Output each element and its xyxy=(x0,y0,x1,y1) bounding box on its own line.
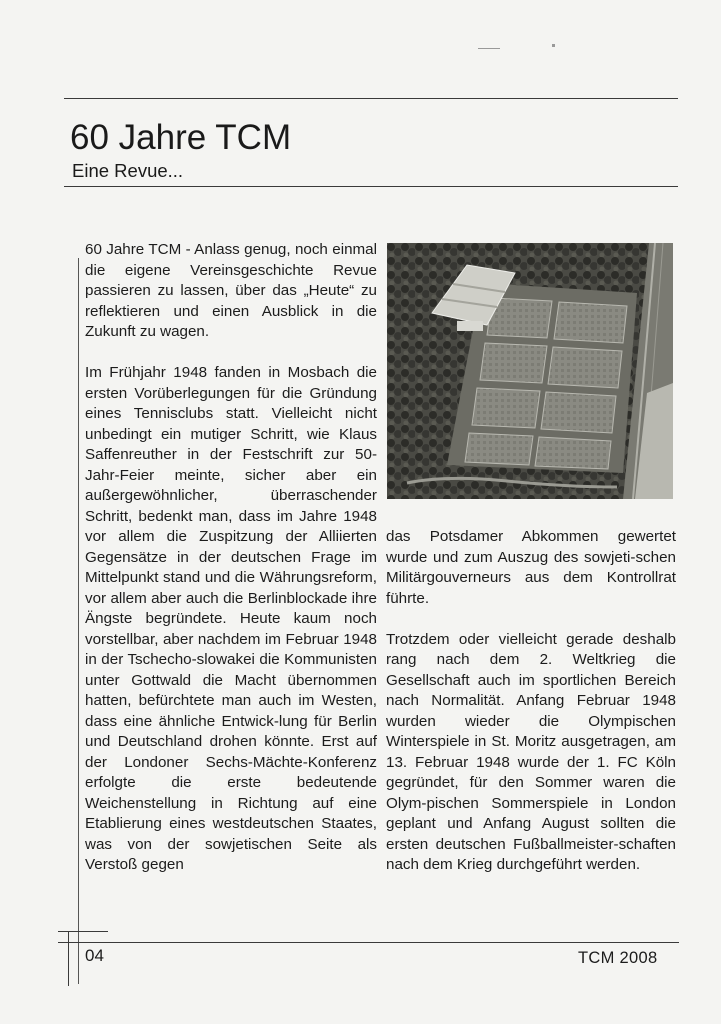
aerial-photo-tennis-club xyxy=(387,243,673,499)
left-margin-bar xyxy=(78,258,79,984)
page-subtitle: Eine Revue... xyxy=(72,160,184,181)
footer-tick xyxy=(58,931,108,932)
history-paragraph: Im Frühjahr 1948 fanden in Mosbach die ersten Vorüberlegungen für die Gründung eines Tennisclubs statt. Vielleicht nicht unbedingt ein mutiger Schritt, wie Klaus Saffenreuther in der Festschrift zur 50-Jahr-Feier meinte, sicher aber ein außergewöhnlicher, überraschender Schritt, bedenkt man, dass im Jahre 1948 vor allem die Zuspitzung der Alliierten Gegensätze in der deutschen Frage im Mittelpunkt stand und die Währungsreform, vor allem aber auch die Berlinblockade ihre Ängste begründete. Heute kaum noch vorstellbar, aber nachdem im Februar 1948 in der Tschecho-slowakei die Kommunisten unter Gottwald die Macht übernommen hatten, befürchtete man auch im Westen, dass eine ähnliche Entwick-lung für Berlin und Deutschland drohen könnte. Erst auf der Londoner Sechs-Mächte-Konferenz erfolgte die erste bedeutende Weichenstellung in Richtung auf eine Etablierung eines westdeutschen Staates, was von der sowjetischen Seite als Verstoß gegen xyxy=(85,364,377,873)
footer-rule xyxy=(58,942,679,943)
header-top-rule xyxy=(64,98,678,99)
intro-paragraph: 60 Jahre TCM - Anlass genug, noch einmal die eigene Vereinsgeschichte Revue passieren zu lassen, über das „Heute“ zu reflektieren und einen Ausblick in die Zukunft zu wagen. xyxy=(85,241,377,340)
header-bottom-rule xyxy=(64,186,678,187)
page-title: 60 Jahre TCM xyxy=(70,118,292,157)
aerial-photo-image xyxy=(387,243,673,499)
sport-paragraph: Trotzdem oder vielleicht gerade deshalb rang nach dem 2. Weltkrieg die Gesellschaft auch im sportlichen Bereich nach Normalität. Anfang Februar 1948 wurden wieder die Olympischen Winterspiele in St. Moritz ausgetragen, am 13. Februar 1948 wurde der 1. FC Köln gegründet, für den Sommer waren die Olym-pischen Sommerspiele in London geplant und Anfang August sollten die ersten deutschen Fußballmeister-schaften nach dem Krieg durchgeführt werden. xyxy=(386,630,676,873)
footer-vertical-tick xyxy=(68,932,69,986)
publication-label: TCM 2008 xyxy=(578,949,658,967)
page-number: 04 xyxy=(85,946,104,965)
scan-speck xyxy=(552,44,555,47)
scan-speck xyxy=(478,48,500,49)
potsdam-paragraph: das Potsdamer Abkommen gewertet wurde und zum Auszug des sowjeti-schen Militärgouverneurs aus dem Kontrollrat führte. xyxy=(386,528,676,607)
article-left-column xyxy=(85,240,377,876)
article-right-column xyxy=(386,527,676,876)
